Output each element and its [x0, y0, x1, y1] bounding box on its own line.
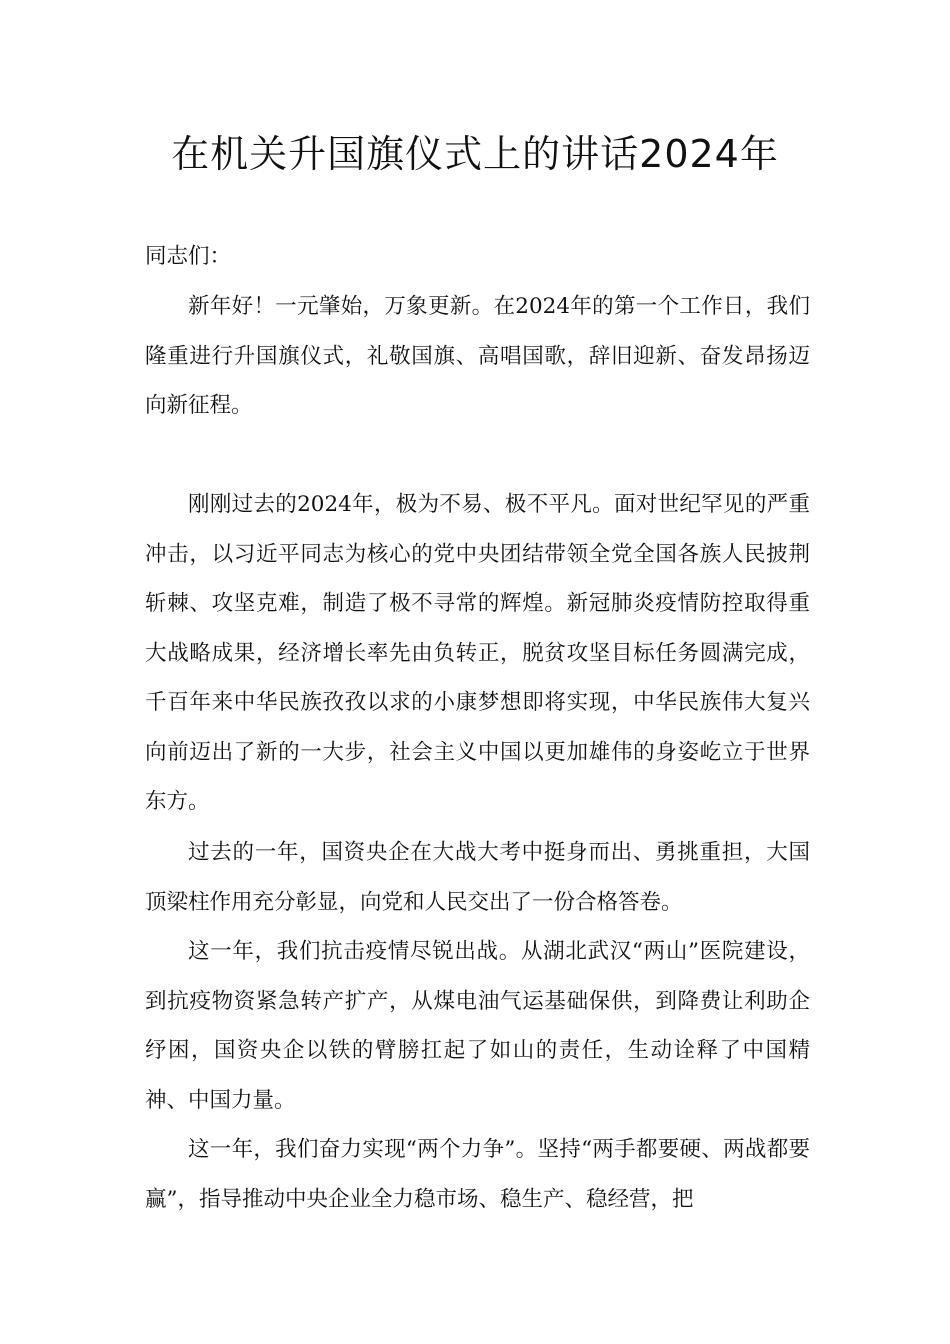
paragraph-state-enterprises: 过去的一年，国资央企在大战大考中挺身而出、勇挑重担，大国顶梁柱作用充分彰显，向党和人民交出了一份合格答卷。 — [145, 840, 810, 915]
paragraph-new-year-greeting: 新年好！一元肇始，万象更新。在2024年的第一个工作日，我们隆重进行升国旗仪式，礼敬国旗、高唱国歌，辞旧迎新、奋发昂扬迈向新征程。 — [145, 294, 810, 418]
salutation: 同志们： — [145, 244, 232, 269]
paragraph-two-strives: 这一年，我们奋力实现“两个力争”。坚持“两手都要硬、两战都要赢”，指导推动中央企业全力稳市场、稳生产、稳经营，把 — [145, 1137, 810, 1212]
document-title: 在机关升国旗仪式上的讲话2024年 — [171, 132, 779, 176]
paragraph-fight-epidemic: 这一年，我们抗击疫情尽锐出战。从湖北武汉“两山”医院建设，到抗疫物资紧急转产扩产，从煤电油气运基础保供，到降费让利助企纾困，国资央企以铁的臂膀扛起了如山的责任，生动诠释了中国精神、中国力量。 — [145, 939, 810, 1113]
paragraph-past-year-review: 刚刚过去的2024年，极为不易、极不平凡。面对世纪罕见的严重冲击，以习近平同志为核心的党中央团结带领全党全国各族人民披荆斩棘、攻坚克难，制造了极不寻常的辉煌。新冠肺炎疫情防控取得重大战略成果，经济增长率先由负转正，脱贫攻坚目标任务圆满完成，千百年来中华民族孜孜以求的小康梦想即将实现，中华民族伟大复兴向前迈出了新的一大步，社会主义中国以更加雄伟的身姿屹立于世界东方。 — [145, 492, 810, 814]
